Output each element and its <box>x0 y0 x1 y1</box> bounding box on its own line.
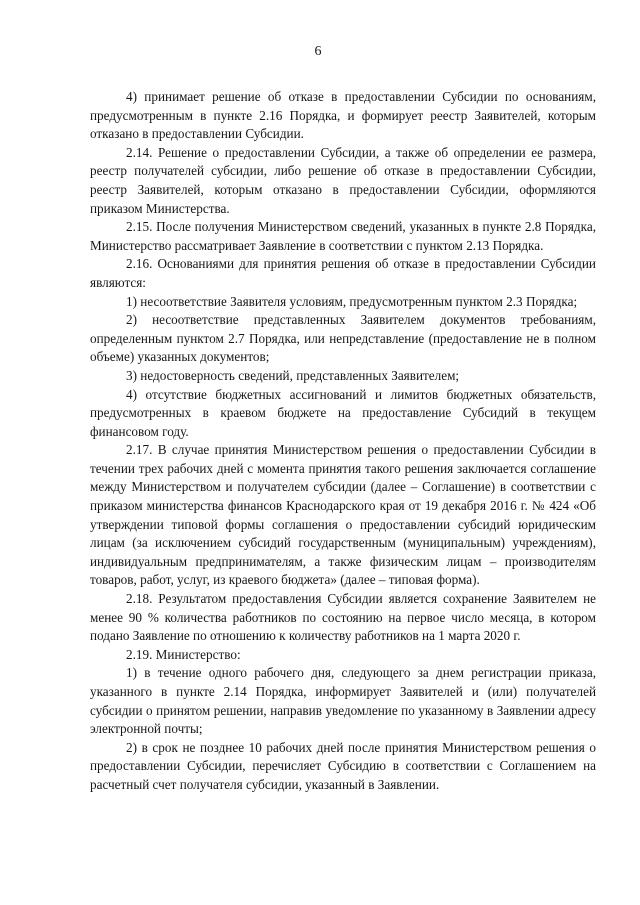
paragraph-item-4: 4) принимает решение об отказе в предоставлении Субсидии по основаниям, предусмотренным в пункте 2.16 Порядка, и формирует реестр Заявителей, которым отказано в предоставлении Субсидии. <box>90 89 596 142</box>
paragraph-2-14: 2.14. Решение о предоставлении Субсидии, а также об определении ее размера, реестр получателей субсидии, либо решение об отказе в предоставлении Субсидии, реестр Заявителей, которым отказано в предоставлении Субсидии, оформляются приказом Министерства. <box>90 144 596 216</box>
paragraph-2-17: 2.17. В случае принятия Министерством решения о предоставлении Субсидии в течении трех рабочих дней с момента принятия такого решения заключается соглашение между Министерством и получателем субсидии (далее – Соглашение) в соответствии с приказом министерства финансов Краснодарского края от 19 декабря 2016 г. № 424 «Об утверждении типовой формы соглашения о предоставлении субсидий юридическим лицам (за исключением субсидий государственным (муниципальным) учреждениям), индивидуальным предпринимателям, а также физическим лицам – производителям товаров, работ, услуг, из краевого бюджета» (далее – типовая форма). <box>90 442 596 588</box>
paragraph-2-19-item-2: 2) в срок не позднее 10 рабочих дней после принятия Министерством решения о предоставлении Субсидии, перечисляет Субсидию в соответствии с Соглашением на расчетный счет получателя субсидии, указанный в Заявлении. <box>90 739 596 792</box>
paragraph-2-19: 2.19. Министерство: <box>126 646 241 662</box>
paragraph-2-19-item-1: 1) в течение одного рабочего дня, следующего за днем регистрации приказа, указанного в пункте 2.14 Порядка, информирует Заявителей и (или) получателей субсидии о принятом решении, направив уведомление по указанному в Заявлении адресу электронной почты; <box>90 665 596 737</box>
paragraph-2-16: 2.16. Основаниями для принятия решения об отказе в предоставлении Субсидии являются: <box>90 256 596 290</box>
paragraph-2-18: 2.18. Результатом предоставления Субсидии является сохранение Заявителем не менее 90 % количества работников по состоянию на первое число месяца, в котором подано Заявление по отношению к количеству работников на 1 марта 2020 г. <box>90 591 596 644</box>
paragraph-2-15: 2.15. После получения Министерством сведений, указанных в пункте 2.8 Порядка, Министерство рассматривает Заявление в соответствии с пунктом 2.13 Порядка. <box>90 219 596 253</box>
paragraph-2-16-item-3: 3) недостоверность сведений, представленных Заявителем; <box>126 367 460 383</box>
page-number: 6 <box>314 44 322 59</box>
paragraph-2-16-item-2: 2) несоответствие представленных Заявителем документов требованиям, определенным пунктом 2.7 Порядка, или непредставление (предоставление не в полном объеме) указанных документов; <box>90 312 596 365</box>
paragraph-2-16-item-4: 4) отсутствие бюджетных ассигнований и лимитов бюджетных обязательств, предусмотренных в краевом бюджете на предоставление Субсидий в текущем финансовом году. <box>90 386 596 439</box>
paragraph-2-16-item-1: 1) несоответствие Заявителя условиям, предусмотренным пунктом 2.3 Порядка; <box>126 293 578 309</box>
